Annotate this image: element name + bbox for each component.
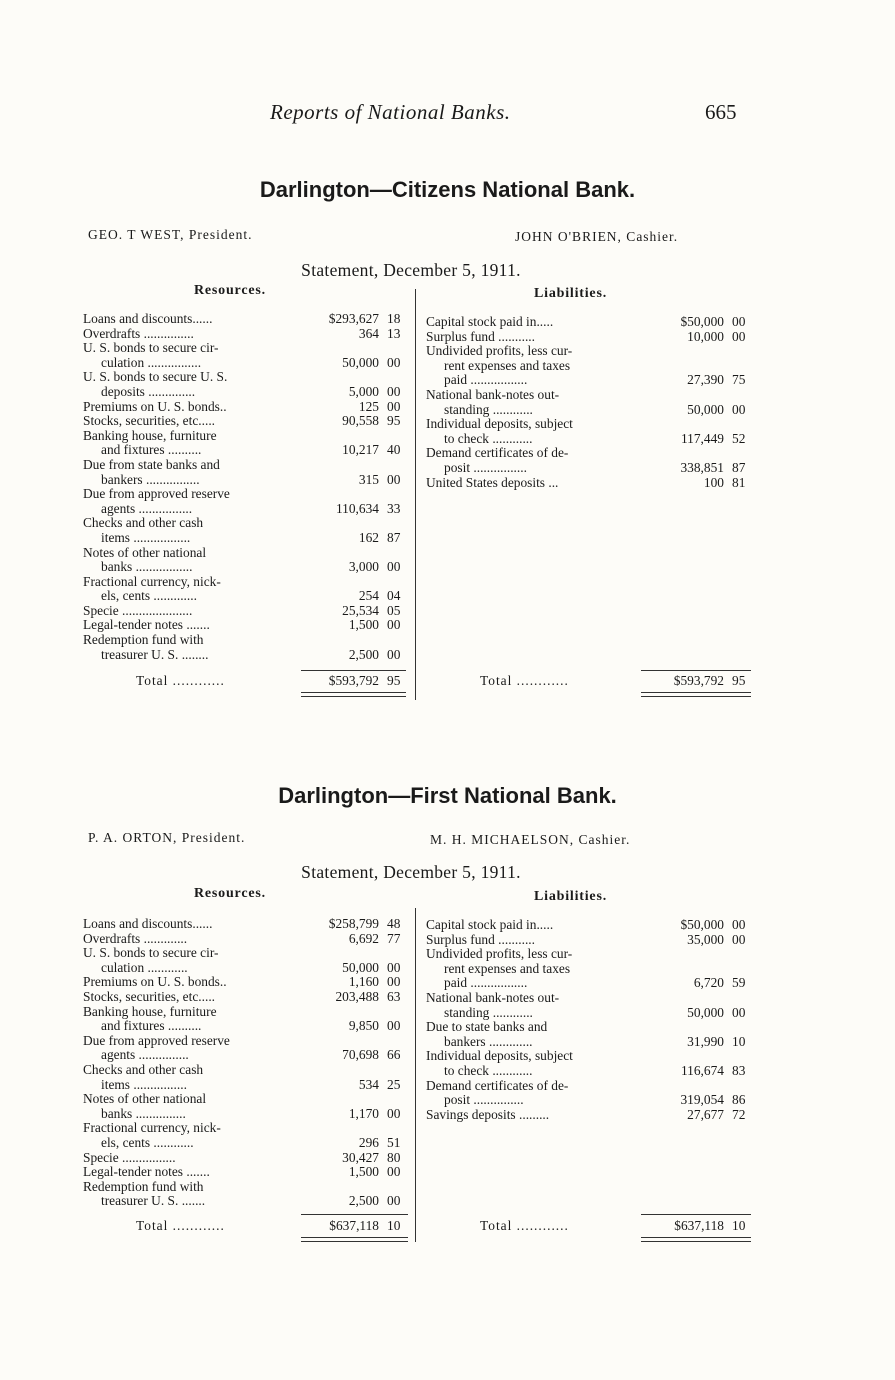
entry-label: Redemption fund with [83,1178,204,1194]
entry-label: to check ............ [444,430,533,446]
entry-cents: 13 [387,325,401,341]
ledger-entry [83,487,409,516]
entry-cents: 40 [387,442,401,458]
cashier-name: M. H. MICHAELSON, Cashier. [430,832,631,847]
entry-label: Premiums on U. S. bonds.. [83,398,227,414]
entry-cents: 00 [387,1018,401,1034]
entry-dollars: 110,634 [335,500,379,516]
total-cents: 10 [387,1218,401,1233]
bank-title: Darlington—First National Bank. [278,783,617,808]
ledger-entry [83,370,409,399]
entry-label: National bank-notes out- [426,386,560,402]
entry-label: United States deposits ... [426,474,559,490]
entry-cents: 00 [387,559,401,575]
total-rule [301,670,406,671]
total-dollars: $637,118 [674,1218,724,1233]
entry-dollars: 3,000 [348,559,379,575]
entry-dollars: 10,217 [342,442,379,458]
entry-dollars: 27,390 [687,372,724,388]
ledger-entry [426,933,752,948]
ledger-entry [426,417,752,446]
ledger-entry [83,1034,409,1063]
ledger-entry [83,1151,409,1166]
entry-cents: 00 [732,931,746,947]
entry-label: Legal-tender notes ....... [83,1164,210,1180]
entry-label: items ................. [101,529,191,545]
entry-label: Demand certificates of de- [426,1077,569,1093]
entry-label: Undivided profits, less cur- [426,343,573,359]
entry-cents: 95 [387,413,401,429]
ledger-entry [426,1020,752,1049]
entry-label: Surplus fund ........... [426,931,535,947]
liabilities-heading: Liabilities. [534,286,607,301]
entry-label: bankers ................ [101,471,200,487]
entry-cents: 66 [387,1047,401,1063]
liabilities-heading: Liabilities. [534,889,607,904]
ledger-entry [83,341,409,370]
liabilities-total [426,674,752,704]
entry-dollars: $50,000 [680,314,724,329]
entry-label: culation ............ [101,959,188,975]
entry-cents: 00 [732,328,746,344]
entry-label: agents ................ [101,500,193,516]
entry-label: Capital stock paid in..... [426,314,554,329]
ledger-entry [83,546,409,575]
total-rule [641,670,751,671]
entry-label: and fixtures .......... [101,1018,202,1034]
entry-dollars: 50,000 [687,401,724,417]
total-double-rule [641,692,751,697]
entry-label: Loans and discounts...... [83,311,213,326]
total-label: Total ............ [480,1218,569,1233]
entry-label: and fixtures .......... [101,442,202,458]
column-divider [415,289,416,700]
entry-dollars: 9,850 [348,1018,379,1034]
statement-date: Statement, December 5, 1911. [301,862,521,882]
entry-label: treasurer U. S. ........ [101,646,209,662]
entry-label: Specie ..................... [83,602,193,618]
entry-cents: 51 [387,1134,401,1150]
entry-cents: 00 [732,1004,746,1020]
entry-dollars: 10,000 [687,328,724,344]
entry-label: posit ............... [444,1092,524,1108]
entry-label: Demand certificates of de- [426,445,569,461]
entry-dollars: 254 [358,588,379,604]
entry-dollars: 1,500 [348,617,379,633]
entry-dollars: 364 [358,325,379,341]
entry-label: Checks and other cash [83,515,204,531]
ledger-entry [83,1165,409,1180]
entry-label: Checks and other cash [83,1061,204,1077]
entry-label: National bank-notes out- [426,989,560,1005]
entry-label: Capital stock paid in..... [426,917,554,932]
entry-label: culation ................ [101,354,202,370]
entry-dollars: 27,677 [687,1106,724,1122]
entry-dollars: $50,000 [680,917,724,932]
ledger-entry [426,446,752,475]
entry-label: Notes of other national [83,1091,207,1107]
ledger-entry [83,1005,409,1034]
total-cents: 95 [732,673,746,688]
ledger-entry [83,917,409,932]
total-label: Total ............ [480,673,569,688]
entry-label: to check ............ [444,1062,533,1078]
entry-label: Premiums on U. S. bonds.. [83,974,227,990]
entry-cents: 72 [732,1106,746,1122]
total-label: Total ............ [136,1218,225,1233]
entry-cents: 00 [387,617,401,633]
entry-cents: 00 [387,1105,401,1121]
entry-label: standing ............ [444,1004,533,1020]
entry-label: Banking house, furniture [83,427,217,443]
entry-cents: 63 [387,988,401,1004]
entry-label: Legal-tender notes ....... [83,617,210,633]
ledger-entry [83,458,409,487]
entry-cents: 18 [387,311,401,326]
entry-label: treasurer U. S. ....... [101,1193,206,1209]
entry-cents: 10 [732,1033,746,1049]
entry-label: Savings deposits ......... [426,1106,550,1122]
ledger-entry [426,1049,752,1078]
ledger-entry [83,633,409,662]
entry-dollars: 90,558 [342,413,379,429]
entry-dollars: 338,851 [680,459,724,475]
total-dollars: $593,792 [673,673,724,688]
ledger-entry [83,1063,409,1092]
entry-label: Loans and discounts...... [83,916,213,931]
ledger-entry [426,918,752,933]
liabilities-total [426,1219,752,1249]
entry-cents: 83 [732,1062,746,1078]
entry-cents: 00 [732,401,746,417]
entry-dollars: 117,449 [680,430,724,446]
ledger-entry [426,1079,752,1108]
column-divider [415,908,416,1242]
entry-label: els, cents ............. [101,588,197,604]
entry-label: U. S. bonds to secure cir- [83,340,219,356]
ledger-entry [83,400,409,415]
entry-label: Specie ................ [83,1149,176,1165]
entry-label: Due from state banks and [83,456,220,472]
entry-dollars: 25,534 [342,602,379,618]
entry-cents: 00 [387,974,401,990]
entry-cents: 00 [387,383,401,399]
ledger-entry [83,604,409,619]
entry-label: Due from approved reserve [83,1032,230,1048]
total-label: Total ............ [136,673,225,688]
entry-label: Individual deposits, subject [426,1048,573,1064]
entry-cents: 00 [387,471,401,487]
total-dollars: $637,118 [329,1218,379,1233]
liabilities-list [426,918,752,1122]
ledger-entry [83,1092,409,1121]
ledger-entry [426,344,752,388]
entry-dollars: 162 [358,529,379,545]
entry-dollars: 1,170 [348,1105,379,1121]
entry-label: Stocks, securities, etc..... [83,988,216,1004]
total-cents: 10 [732,1218,746,1233]
entry-cents: 00 [387,1193,401,1209]
entry-label: U. S. bonds to secure cir- [83,945,219,961]
entry-label: Due to state banks and [426,1019,548,1035]
entry-dollars: 70,698 [342,1047,379,1063]
president-name: GEO. T WEST, President. [88,227,253,242]
entry-cents: 00 [387,646,401,662]
entry-label: standing ............ [444,401,533,417]
entry-dollars: 2,500 [348,1193,379,1209]
total-rule [641,1214,751,1215]
entry-cents: 00 [387,959,401,975]
entry-dollars: 296 [358,1134,379,1150]
cashier-name: JOHN O'BRIEN, Cashier. [515,229,679,244]
entry-dollars: 534 [358,1076,379,1092]
entry-label: Individual deposits, subject [426,416,573,432]
ledger-entry [83,327,409,342]
entry-dollars: 2,500 [348,646,379,662]
entry-cents: 48 [387,916,401,931]
running-title: Reports of National Banks. [270,100,511,124]
entry-dollars: 1,160 [348,974,379,990]
total-cents: 95 [387,673,401,688]
entry-label: els, cents ............ [101,1134,194,1150]
entry-dollars: 1,500 [348,1164,379,1180]
entry-dollars: $293,627 [328,311,379,326]
entry-label: Surplus fund ........... [426,328,535,344]
statement-date: Statement, December 5, 1911. [301,260,521,280]
entry-cents: 52 [732,430,746,446]
entry-dollars: 5,000 [348,383,379,399]
total-dollars: $593,792 [328,673,379,688]
entry-label: bankers ............. [444,1033,533,1049]
ledger-entry [426,388,752,417]
entry-dollars: 100 [703,474,724,490]
ledger-entry [83,932,409,947]
entry-cents: 00 [387,398,401,414]
ledger-entry [83,429,409,458]
ledger-entry [426,315,752,330]
entry-label: posit ................ [444,459,527,475]
ledger-entry [426,947,752,991]
entry-label: Fractional currency, nick- [83,573,221,589]
entry-label: Undivided profits, less cur- [426,946,573,962]
entry-dollars: 31,990 [687,1033,724,1049]
ledger-entry [83,414,409,429]
resources-heading: Resources. [194,886,266,901]
entry-dollars: 30,427 [342,1149,379,1165]
entry-label: Fractional currency, nick- [83,1120,221,1136]
entry-label: Notes of other national [83,544,207,560]
entry-dollars: 50,000 [342,354,379,370]
resources-total [83,1219,409,1249]
entry-label: banks ................. [101,559,193,575]
entry-dollars: 50,000 [687,1004,724,1020]
entry-label: U. S. bonds to secure U. S. [83,369,228,385]
total-rule [301,1214,408,1215]
ledger-entry [426,476,752,491]
entry-label: deposits .............. [101,383,196,399]
entry-label: rent expenses and taxes [444,960,571,976]
bank-title: Darlington—Citizens National Bank. [259,177,636,202]
ledger-entry [83,946,409,975]
resources-total [83,674,409,704]
entry-cents: 59 [732,975,746,991]
page-number: 665 [705,100,737,124]
entry-label: paid ................. [444,975,528,991]
entry-cents: 87 [387,529,401,545]
entry-label: paid ................. [444,372,528,388]
entry-dollars: 50,000 [342,959,379,975]
resources-list [83,312,409,662]
entry-cents: 77 [387,930,401,946]
resources-heading: Resources. [194,283,266,298]
entry-label: Stocks, securities, etc..... [83,413,216,429]
ledger-entry [83,1180,409,1209]
entry-label: Banking house, furniture [83,1003,217,1019]
ledger-entry [83,312,409,327]
entry-cents: 25 [387,1076,401,1092]
entry-cents: 05 [387,602,401,618]
entry-dollars: 319,054 [680,1092,724,1108]
entry-cents: 81 [732,474,746,490]
entry-cents: 33 [387,500,401,516]
entry-dollars: $258,799 [328,916,379,931]
ledger-entry [83,1121,409,1150]
ledger-entry [83,516,409,545]
entry-label: agents ............... [101,1047,189,1063]
entry-cents: 00 [387,1164,401,1180]
total-double-rule [641,1237,751,1242]
total-double-rule [301,1237,408,1242]
entry-label: Redemption fund with [83,632,204,648]
entry-label: Overdrafts ............. [83,930,188,946]
entry-dollars: 203,488 [335,988,379,1004]
entry-cents: 80 [387,1149,401,1165]
liabilities-list [426,315,752,490]
entry-label: rent expenses and taxes [444,357,571,373]
entry-dollars: 315 [358,471,379,487]
entry-dollars: 116,674 [680,1062,724,1078]
entry-cents: 87 [732,459,746,475]
ledger-entry [426,991,752,1020]
ledger-entry [426,1108,752,1123]
entry-cents: 86 [732,1092,746,1108]
ledger-entry [83,575,409,604]
ledger-entry [83,990,409,1005]
entry-label: Due from approved reserve [83,486,230,502]
resources-list [83,917,409,1209]
ledger-entry [83,975,409,990]
ledger-entry [83,618,409,633]
entry-dollars: 125 [358,398,379,414]
president-name: P. A. ORTON, President. [88,830,246,845]
entry-dollars: 35,000 [687,931,724,947]
entry-label: items ................ [101,1076,187,1092]
ledger-entry [426,330,752,345]
entry-cents: 00 [387,354,401,370]
total-double-rule [301,692,406,697]
entry-dollars: 6,692 [348,930,379,946]
entry-label: banks ............... [101,1105,186,1121]
entry-cents: 00 [732,917,746,932]
entry-cents: 04 [387,588,401,604]
entry-label: Overdrafts ............... [83,325,194,341]
entry-cents: 75 [732,372,746,388]
entry-cents: 00 [732,314,746,329]
entry-dollars: 6,720 [693,975,724,991]
